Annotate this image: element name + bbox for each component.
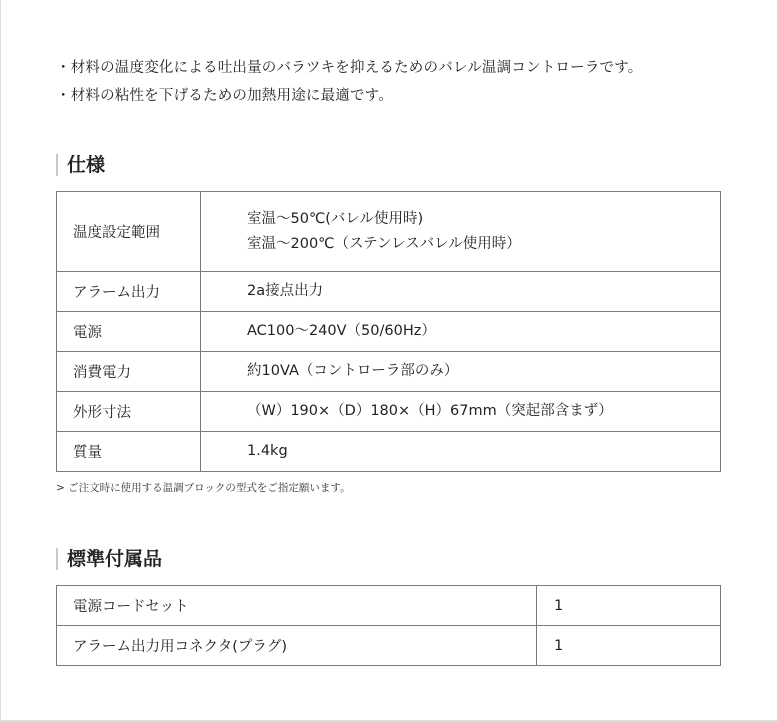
accessory-qty: 1 — [537, 586, 721, 626]
spec-label: 電源 — [57, 312, 201, 352]
table-row — [57, 312, 721, 352]
table-row — [57, 586, 721, 626]
table-row — [57, 432, 721, 472]
feature-item: ・材料の温度変化による吐出量のバラツキを抑えるためのバレル温調コントローラです。 — [56, 60, 643, 76]
spec-value — [201, 192, 721, 272]
table-row — [57, 392, 721, 432]
spec-value: AC100〜240V（50/60Hz） — [201, 312, 721, 352]
spec-value: 2a接点出力 — [201, 272, 721, 312]
order-note: > ご注文時に使用する温調ブロックの型式をご指定願います。 — [56, 482, 351, 494]
spec-label: 質量 — [57, 432, 201, 472]
spec-heading: 仕様 — [56, 154, 105, 176]
spec-label: アラーム出力 — [57, 272, 201, 312]
feature-list — [56, 54, 642, 110]
spec-value: 約10VA（コントローラ部のみ） — [201, 352, 721, 392]
spec-label: 外形寸法 — [57, 392, 201, 432]
spec-table — [56, 191, 721, 472]
feature-item: ・材料の粘性を下げるための加熱用途に最適です。 — [56, 88, 393, 104]
table-row — [57, 352, 721, 392]
accessory-qty: 1 — [537, 626, 721, 666]
spec-value: （W）190×（D）180×（H）67mm（突起部含まず） — [201, 392, 721, 432]
accessories-heading: 標準付属品 — [56, 548, 162, 570]
table-row — [57, 192, 721, 272]
spec-label: 消費電力 — [57, 352, 201, 392]
accessory-name: 電源コードセット — [57, 586, 537, 626]
accessories-table — [56, 585, 721, 666]
spec-value-line: 室温〜50℃(バレル使用時) — [247, 210, 424, 227]
spec-value: 1.4kg — [201, 432, 721, 472]
spec-value-line: 室温〜200℃（ステンレスバレル使用時） — [247, 235, 521, 252]
accessory-name: アラーム出力用コネクタ(プラグ) — [57, 626, 537, 666]
spec-label: 温度設定範囲 — [57, 192, 201, 272]
table-row — [57, 272, 721, 312]
table-row — [57, 626, 721, 666]
